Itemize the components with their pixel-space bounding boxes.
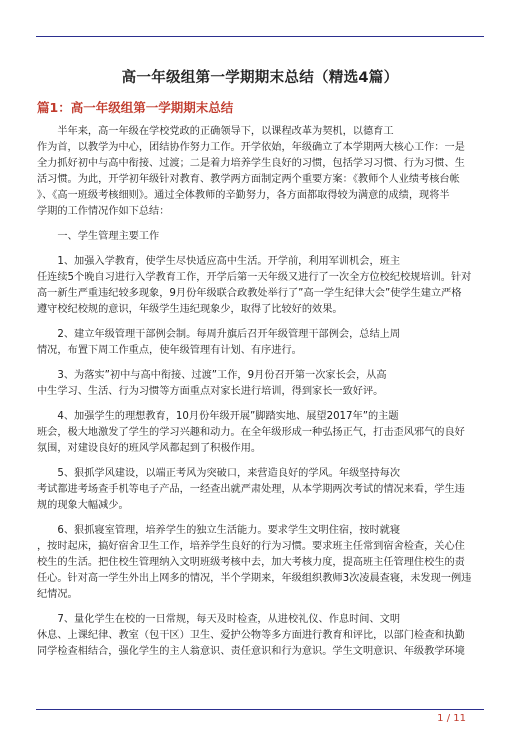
paragraph-item-2 — [37, 327, 484, 359]
paragraph-intro — [37, 124, 484, 220]
text-line: 活习惯。为此，开学初年级针对教育、教学两方面制定两个重要方案：《教师个人业绩考核台帐 — [37, 174, 460, 185]
text-line: 遵守校纪校规的意识，年级学生违纪现象少，取得了比较好的效果。 — [37, 304, 343, 315]
text-line: 规的现象大幅减少。 — [37, 500, 129, 511]
document-title: 高一年级组第一学期期末总结（精选4篇） — [121, 70, 399, 86]
text-line: 6、狠抓寝室管理，培养学生的独立生活能力。要求学生文明住宿，按时就寝 — [37, 525, 401, 536]
text-line: 中生学习、生活、行为习惯等方面重点对家长进行培训，得到家长一致好评。 — [37, 386, 384, 397]
text-line: 5、狠抓学风建设，以端正考风为突破口，来营造良好的学风。年级坚持每次 — [37, 468, 401, 479]
text-line: 班会，极大地激发了学生的学习兴趣和动力。在全年级形成一种弘扬正气，打击歪风邪气的良好 — [37, 427, 465, 438]
text-line: 学期的工作情况作如下总结： — [37, 206, 170, 217]
text-line: 休息、上课纪律、教室（包干区）卫生、爱护公物等多方面进行教育和评比，以部门检查和执勤 — [37, 630, 465, 641]
bottom-rule — [36, 709, 484, 710]
text-line: 校生的生活。把住校生管理纳入文明班级考核中去，加大考核力度，提高班主任管理住校生的责 — [37, 557, 465, 568]
text-line: 半年来，高一年级在学校党政的正确领导下，以课程改革为契机，以德育工 — [37, 126, 394, 137]
text-line: 情况，布置下周工作重点，使年级管理有计划、有序进行。 — [37, 345, 302, 356]
text-line: 》、《高一班级考核细则》。通过全体教师的辛勤努力，各方面都取得较为满意的成绩，现将半 — [37, 190, 450, 201]
paragraph-item-7 — [37, 612, 484, 660]
page-number: 1 / 11 — [437, 713, 466, 724]
text-line: ，按时起床，搞好宿舍卫生工作，培养学生良好的行为习惯。要求班主任常到宿舍检查，关心住 — [37, 541, 465, 552]
text-line: 同学检查相结合，强化学生的主人翁意识、责任意识和行为意识。学生文明意识、年级教学环境 — [37, 646, 465, 657]
text-line: 任连续5个晚自习进行入学教育工作，开学后第一天年级又进行了一次全方位校纪校规培训。针对 — [37, 272, 472, 283]
text-line: 作为首，以教学为中心，团结协作努力工作。开学依始，年级确立了本学期两大核心工作：一是 — [37, 142, 465, 153]
text-line: 7、量化学生在校的一日常规，每天及时检查，从进校礼仪、作息时间、文明 — [37, 614, 401, 625]
text-line: 2、建立年级管理干部例会制。每周升旗后召开年级管理干部例会，总结上周 — [37, 329, 401, 340]
text-line: 全力抓好初中与高中衔接、过渡；二是着力培养学生良好的习惯，包括学习习惯、行为习惯、生 — [37, 158, 465, 169]
paragraph-subheading — [37, 229, 484, 245]
text-line: 任心。针对高一学生外出上网多的情况，半个学期来，年级组织教师3次凌晨查寝，未发现一例违 — [37, 573, 472, 584]
text-line: 3、为落实”初中与高中衔接、过渡”工作，9月份召开第一次家长会，从高 — [37, 370, 387, 381]
paragraph-item-5 — [37, 466, 484, 514]
section-heading: 篇1：高一年级组第一学期期末总结 — [37, 100, 234, 115]
text-line: 高一新生严重违纪较多现象，9月份年级联合政教处举行了”高一学生纪律大会”使学生建立严格 — [37, 288, 462, 299]
paragraph-item-4 — [37, 409, 484, 457]
text-line: 4、加强学生的理想教育，10月份年级开展”脚踏实地、展望2017年”的主题 — [37, 411, 399, 422]
document-body — [37, 124, 484, 669]
text-line: 1、加强入学教育，使学生尽快适应高中生活。开学前，利用军训机会，班主 — [37, 256, 401, 267]
text-line: 纪情况。 — [37, 589, 78, 600]
text-line: 一、学生管理主要工作 — [37, 231, 160, 242]
paragraph-item-1 — [37, 254, 484, 318]
text-line: 考试都进考场查手机等电子产品，一经查出就严肃处理，从本学期两次考试的情况来看，学生违 — [37, 484, 465, 495]
top-rule — [36, 36, 484, 37]
paragraph-item-3 — [37, 368, 484, 400]
text-line: 氛围，对建设良好的班风学风都起到了积极作用。 — [37, 443, 262, 454]
paragraph-item-6 — [37, 523, 484, 603]
